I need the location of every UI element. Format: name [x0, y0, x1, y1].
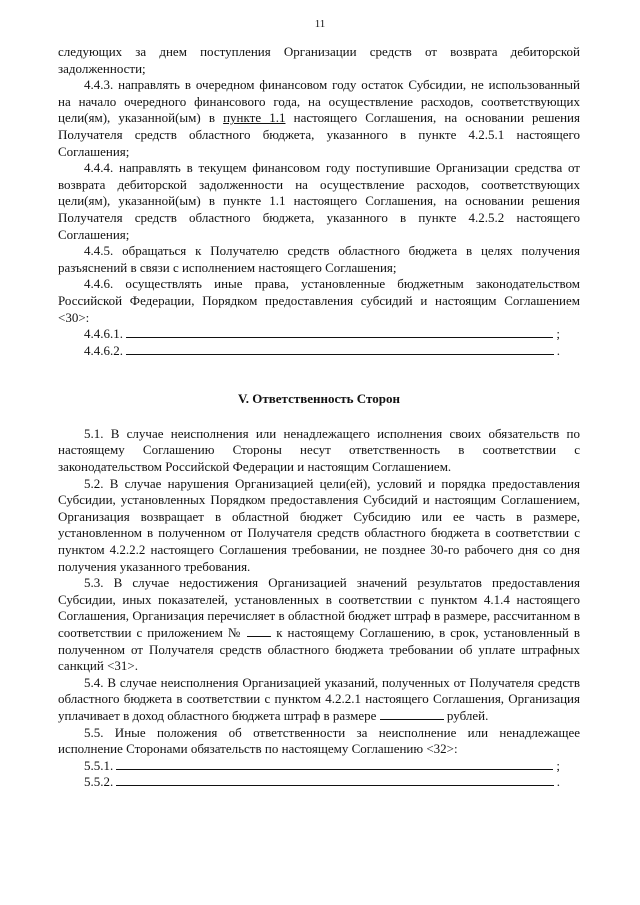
paragraph-5-4 — [58, 675, 580, 725]
link-punkt-1-1[interactable]: пункте 1.1 — [223, 110, 286, 126]
blank-line — [116, 768, 553, 770]
paragraph-4-4-6: 4.4.6. осуществлять иные права, установленные бюджетным законодательством Российской Федерации, Порядком предоставления субсидий и настоящим Соглашением <30>: — [58, 276, 580, 325]
section-heading: V. Ответственность Сторон — [238, 391, 400, 407]
page-number: 11 — [314, 18, 326, 30]
item-end: ; — [556, 326, 560, 342]
paragraph-5-3 — [58, 575, 580, 675]
paragraph-5-4-text-b: рублей. — [446, 707, 489, 723]
fill-line-5-5-1 — [58, 758, 580, 775]
paragraph-5-1: 5.1. В случае неисполнения или ненадлежащего исполнения своих обязательств по настоящему Соглашению Стороны несут ответственность в соответствии с законодательством Российской Федерации и настоящим Соглашением. — [58, 425, 580, 475]
item-end: . — [556, 774, 560, 790]
paragraph-continuation: следующих за днем поступления Организации средств от возврата дебиторской задолженности; — [58, 44, 580, 76]
annex-number-blank — [247, 625, 271, 637]
item-end: . — [556, 342, 560, 358]
paragraph-4-4-5: 4.4.5. обращаться к Получателю средств областного бюджета в целях получения разъяснений в связи с исполнением настоящего Соглашения; — [58, 243, 580, 275]
fine-amount-blank — [380, 708, 444, 720]
paragraph-4-4-4: 4.4.4. направлять в текущем финансовом году поступившие Организации средства от возврата дебиторской задолженности на осуществление расходов, соответствующих цели(ям), указанной(ым) в пункте 1.1 настоящего Соглашения, на основании решения Получателя средств областного бюджета, указанного в пункте 4.2.5.2 настоящего Соглашения; — [58, 160, 580, 242]
paragraph-5-5: 5.5. Иные положения об ответственности за неисполнение или ненадлежащее исполнение Сторонами обязательств по настоящему Соглашению <32>: — [58, 724, 580, 757]
fill-line-5-5-2 — [58, 774, 580, 791]
item-label: 4.4.6.1. — [84, 326, 123, 342]
blank-line — [126, 336, 553, 338]
paragraph-4-4-3-text-a: 4.4.3. направлять в очередном финансовом году остаток Субсидии, не использованный на начало очередного финансового года, на осуществление расходов, соответствующих цели(ям), указанной(ым) в — [58, 77, 580, 126]
paragraph-4-4-3 — [58, 77, 580, 160]
fill-line-4-4-6-1 — [58, 326, 580, 343]
paragraph-5-3-text-a: 5.3. В случае недостижения Организацией значений результатов предоставления Субсидии, иных показателей, установленных в соответствии с пунктом 4.1.4 настоящего Соглашения, Организация перечисляет в областной бюджет штраф в размере, рассчитанном в соответствии с приложением № — [58, 575, 580, 640]
item-label: 5.5.2. — [84, 774, 114, 790]
document-body — [58, 44, 580, 791]
paragraph-4-4-3-text-b: настоящего Соглашения, на основании решения Получателя средств областного бюджета, указанного в пункте 4.2.5.1 настоящего Соглашения; — [58, 110, 580, 159]
fill-line-4-4-6-2 — [58, 343, 580, 360]
blank-line — [116, 784, 554, 786]
paragraph-5-4-text-a: 5.4. В случае неисполнения Организацией указаний, полученных от Получателя средств областного бюджета в соответствии с пунктом 4.2.2.1 настоящего Соглашения, Организация уплачивает в доход областного бюджета штраф в размере — [58, 674, 580, 723]
item-label: 4.4.6.2. — [84, 342, 123, 358]
paragraph-5-2: 5.2. В случае нарушения Организацией цели(ей), условий и порядка предоставления Субсидии, установленных Порядком предоставления Субсидий и настоящим Соглашением, Организация возвращает в областной бюджет Субсидию или ее часть в размере, установленном в полученном от Получателя средств областного бюджета в соответствии с пунктом 4.2.2.2 настоящего Соглашения требовании, не позднее 30-го рабочего дня со дня получения указанного требования. — [58, 475, 580, 574]
blank-line — [126, 353, 554, 355]
item-label: 5.5.1. — [84, 757, 114, 773]
item-end: ; — [556, 757, 560, 773]
paragraph-5-3-text-b: к настоящему Соглашению, в срок, установленный в полученном от Получателя средств областного бюджета требовании об уплате штрафных санкций <31>. — [58, 625, 581, 674]
